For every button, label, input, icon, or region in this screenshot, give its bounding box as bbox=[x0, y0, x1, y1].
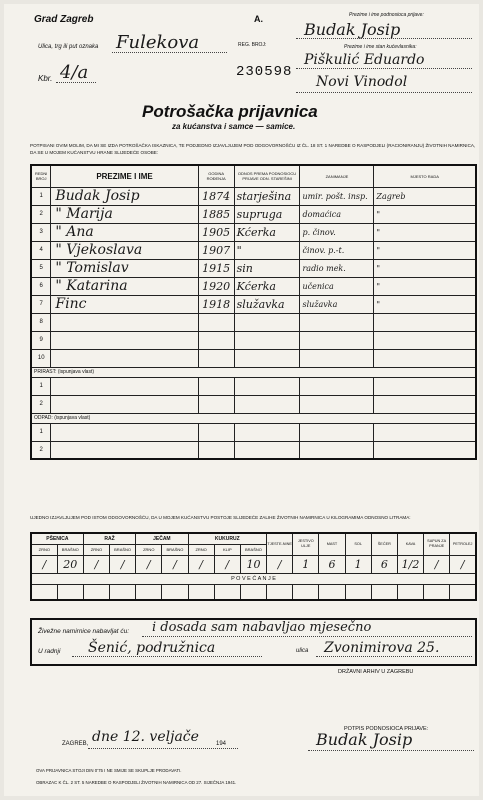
member-occupation: umir. pošt. insp. bbox=[300, 187, 374, 205]
header-occupation: ZANIMANJE bbox=[300, 165, 374, 187]
povecanje-cell bbox=[188, 584, 214, 600]
povecanje-cell bbox=[267, 584, 293, 600]
supply-value: 1/2 bbox=[397, 555, 423, 573]
member-name: Budak Josip bbox=[51, 187, 198, 205]
povecanje-cell bbox=[371, 584, 397, 600]
city-label: Grad Zagreb bbox=[34, 14, 94, 25]
signature-label: POTPIS PODNOSIOCA PRIJAVE: bbox=[344, 726, 429, 732]
member-workplace: " bbox=[374, 241, 476, 259]
member-workplace: " bbox=[374, 277, 476, 295]
supply-value: 1 bbox=[293, 555, 319, 573]
supply-value: / bbox=[136, 555, 162, 573]
header-relation: ODNOS PREMA PODNOSIOCU PRIJAVE ODN. STAREŠINI bbox=[234, 165, 300, 187]
form-letter: A. bbox=[254, 14, 263, 24]
member-relation: Kćerka bbox=[234, 277, 300, 295]
supply-group-0: PŠENICA bbox=[31, 533, 83, 544]
member-name: Finc bbox=[51, 295, 198, 313]
place-label: ZAGREB, bbox=[62, 741, 89, 747]
povecanje-cell bbox=[293, 584, 319, 600]
povecanje-cell bbox=[31, 584, 57, 600]
year-suffix: 194 bbox=[216, 741, 227, 747]
supply-value: / bbox=[162, 555, 188, 573]
member-name: " Tomislav bbox=[51, 259, 198, 277]
odpad-cell bbox=[51, 423, 198, 441]
member-no: 2 bbox=[31, 205, 51, 223]
member-relation: sin bbox=[234, 259, 300, 277]
supply-sub-header: KLIP bbox=[214, 544, 240, 555]
odpad-cell bbox=[300, 423, 374, 441]
member-occupation: radio mek. bbox=[300, 259, 374, 277]
supplies-table bbox=[30, 532, 477, 601]
prirast-row-number: 1 bbox=[31, 377, 51, 395]
member-relation: služavka bbox=[234, 295, 300, 313]
odpad-cell bbox=[234, 423, 300, 441]
supply-other-header: TJESTE-NINE bbox=[267, 533, 293, 555]
member-year bbox=[198, 331, 234, 349]
member-relation: " bbox=[234, 241, 300, 259]
member-name bbox=[51, 313, 198, 331]
odpad-cell bbox=[374, 423, 476, 441]
member-year bbox=[198, 349, 234, 367]
form-title: Potrošačka prijavnica bbox=[142, 102, 318, 121]
member-year: 1920 bbox=[198, 277, 234, 295]
supply-value: 10 bbox=[240, 555, 266, 573]
prirast-cell bbox=[51, 395, 198, 413]
povecanje-cell bbox=[110, 584, 136, 600]
supply-value: / bbox=[188, 555, 214, 573]
radnja-label: U radnji bbox=[38, 648, 61, 655]
povecanje-cell bbox=[214, 584, 240, 600]
povecanje-cell bbox=[57, 584, 83, 600]
member-no: 8 bbox=[31, 313, 51, 331]
member-workplace: " bbox=[374, 259, 476, 277]
prirast-cell bbox=[234, 395, 300, 413]
member-row bbox=[31, 277, 476, 295]
odpad-row bbox=[31, 441, 476, 459]
member-year: 1885 bbox=[198, 205, 234, 223]
prirast-cell bbox=[234, 377, 300, 395]
supply-sub-header: BRAŠNO bbox=[110, 544, 136, 555]
shop-name: Šenić, podružnica bbox=[88, 640, 216, 656]
date-handwritten: dne 12. veljače bbox=[92, 729, 199, 745]
prirast-cell bbox=[198, 395, 234, 413]
member-no: 3 bbox=[31, 223, 51, 241]
povecanje-cell bbox=[450, 584, 476, 600]
purchase-text: i dosada sam nabavljao mjesečno bbox=[152, 620, 372, 635]
supply-value: / bbox=[214, 555, 240, 573]
povecanje-cell bbox=[424, 584, 450, 600]
member-row bbox=[31, 295, 476, 313]
supply-group-3: KUKURUZ bbox=[188, 533, 267, 544]
prirast-cell bbox=[374, 377, 476, 395]
member-row bbox=[31, 187, 476, 205]
prirast-cell bbox=[51, 377, 198, 395]
member-year: 1905 bbox=[198, 223, 234, 241]
street-name: Fulekova bbox=[116, 32, 200, 53]
member-no: 6 bbox=[31, 277, 51, 295]
odpad-cell bbox=[198, 423, 234, 441]
supply-value: 6 bbox=[371, 555, 397, 573]
odpad-cell bbox=[51, 441, 198, 459]
prirast-row bbox=[31, 377, 476, 395]
member-workplace: " bbox=[374, 205, 476, 223]
form-subtitle: za kućanstva i samce — samice. bbox=[172, 122, 296, 131]
povecanje-cell bbox=[345, 584, 371, 600]
supply-other-header: KAVA bbox=[397, 533, 423, 555]
prirast-cell bbox=[374, 395, 476, 413]
member-workplace bbox=[374, 313, 476, 331]
member-occupation bbox=[300, 313, 374, 331]
archive-stamp: DRŽAVNI ARHIV U ZAGREBU bbox=[338, 669, 414, 675]
supply-sub-header: BRAŠNO bbox=[57, 544, 83, 555]
supply-value: 20 bbox=[57, 555, 83, 573]
member-row bbox=[31, 313, 476, 331]
member-workplace: " bbox=[374, 223, 476, 241]
applicant-label: Prezime i ime podnosioca prijave: bbox=[349, 12, 424, 18]
supply-other-header: ŠEĆER bbox=[371, 533, 397, 555]
owner-label: Prezime i ime stan kućevlasnika: bbox=[344, 44, 417, 50]
member-relation bbox=[234, 349, 300, 367]
prirast-row-number: 2 bbox=[31, 395, 51, 413]
supplies-intro: UJEDNO IZJAVLJUJEM POD ISTOM ODGOVORNOŠĆU, DA U MOJEM KUĆANSTVU POSTOJE SLIJEDEĆE ZALIHE ŽIVOTNIH NAMIRNICA U KILOGRAMIMA ODNOSNO LITRAMA: bbox=[30, 515, 411, 520]
house-number: 4/a bbox=[60, 62, 89, 83]
member-occupation: domaćica bbox=[300, 205, 374, 223]
intro-text: POTPISANI OVIM MOLIM, DA MI SE IZDA POTROŠAČKA ISKAZNICA, TE PODJEDNO IZJAVLJUJEM POD ODGOVORNOŠĆU IZ ČL. 18 ST. 1 NAREDBE O RASPODJELI (RACIONIRANJU) ŽIVOTNIH NAMIRNICA, DA SE U MOJEM KUĆANSTVU HRANE SLIJEDEĆE OSOBE: bbox=[30, 143, 476, 155]
owner-city: Novi Vinodol bbox=[316, 74, 408, 90]
owner-name: Piškulić Eduardo bbox=[304, 52, 425, 68]
prirast-label: PRIRAST: (ispunjava vlast) bbox=[31, 367, 476, 377]
odpad-cell bbox=[234, 441, 300, 459]
supply-value: / bbox=[110, 555, 136, 573]
member-no: 5 bbox=[31, 259, 51, 277]
prirast-cell bbox=[300, 395, 374, 413]
prirast-row bbox=[31, 395, 476, 413]
member-occupation bbox=[300, 349, 374, 367]
member-workplace bbox=[374, 331, 476, 349]
member-year bbox=[198, 313, 234, 331]
prirast-cell bbox=[300, 377, 374, 395]
odpad-cell bbox=[300, 441, 374, 459]
ulica-label: Ulica, trg ili put oznaka bbox=[38, 44, 99, 50]
supply-group-2: JEČAM bbox=[136, 533, 188, 544]
supply-sub-header: ZRNO bbox=[136, 544, 162, 555]
member-workplace: Zagreb bbox=[374, 187, 476, 205]
member-name bbox=[51, 349, 198, 367]
supply-value: / bbox=[31, 555, 57, 573]
member-row bbox=[31, 259, 476, 277]
povecanje-cell bbox=[162, 584, 188, 600]
supply-value: / bbox=[424, 555, 450, 573]
member-name: " Katarina bbox=[51, 277, 198, 295]
member-no: 10 bbox=[31, 349, 51, 367]
povecanje-cell bbox=[136, 584, 162, 600]
member-no: 9 bbox=[31, 331, 51, 349]
member-workplace: " bbox=[374, 295, 476, 313]
member-occupation: učenica bbox=[300, 277, 374, 295]
odpad-cell bbox=[374, 441, 476, 459]
member-year: 1874 bbox=[198, 187, 234, 205]
supply-sub-header: ZRNO bbox=[188, 544, 214, 555]
header-name: PREZIME I IME bbox=[51, 165, 198, 187]
supply-value: / bbox=[83, 555, 109, 573]
member-row bbox=[31, 331, 476, 349]
supply-value: / bbox=[267, 555, 293, 573]
prirast-cell bbox=[198, 377, 234, 395]
member-year: 1918 bbox=[198, 295, 234, 313]
odpad-row bbox=[31, 423, 476, 441]
member-relation bbox=[234, 313, 300, 331]
applicant-name: Budak Josip bbox=[304, 20, 401, 39]
member-relation: starješina bbox=[234, 187, 300, 205]
reg-number: 230598 bbox=[236, 64, 293, 80]
supply-other-header: SOL bbox=[345, 533, 371, 555]
supply-other-header: SAPUN ZA PRANJE bbox=[424, 533, 450, 555]
member-relation: supruga bbox=[234, 205, 300, 223]
member-name: " Ana bbox=[51, 223, 198, 241]
reg-label: REG. BROJ: bbox=[238, 42, 267, 48]
member-name: " Vjekoslava bbox=[51, 241, 198, 259]
member-occupation: p. činov. bbox=[300, 223, 374, 241]
member-year: 1907 bbox=[198, 241, 234, 259]
povecanje-cell bbox=[83, 584, 109, 600]
supply-value: 6 bbox=[319, 555, 345, 573]
supply-sub-header: ZRNO bbox=[31, 544, 57, 555]
footer-note-2: OBRAZAC K ČL. 2 ST. 5 NAREDBE O RASPODJELI ŽIVOTNIH NAMIRNICA OD 27. SIJEČNJA 1941. bbox=[36, 780, 237, 785]
shop-street: Zvonimirova 25. bbox=[324, 640, 440, 656]
member-occupation: činov. p.-t. bbox=[300, 241, 374, 259]
purchase-label: Živežne namirnice nabavljat ću: bbox=[38, 628, 130, 635]
odpad-row-number: 1 bbox=[31, 423, 51, 441]
header-year: GODINA ROĐENJA bbox=[198, 165, 234, 187]
member-name bbox=[51, 331, 198, 349]
member-occupation bbox=[300, 331, 374, 349]
member-relation: Kćerka bbox=[234, 223, 300, 241]
supply-group-1: RAŽ bbox=[83, 533, 135, 544]
member-no: 1 bbox=[31, 187, 51, 205]
odpad-row-number: 2 bbox=[31, 441, 51, 459]
shop-ulica-label: ulica bbox=[296, 648, 309, 654]
purchase-box bbox=[30, 618, 477, 666]
member-row bbox=[31, 223, 476, 241]
member-workplace bbox=[374, 349, 476, 367]
odpad-cell bbox=[198, 441, 234, 459]
member-no: 7 bbox=[31, 295, 51, 313]
supply-other-header: PETROLEJ bbox=[450, 533, 476, 555]
supply-sub-header: ZRNO bbox=[83, 544, 109, 555]
member-row bbox=[31, 241, 476, 259]
supply-other-header: JESTIVO ULJE bbox=[293, 533, 319, 555]
members-table bbox=[30, 164, 477, 460]
odpad-label: ODPAD: (ispunjava vlast) bbox=[31, 413, 476, 423]
povecanje-cell bbox=[240, 584, 266, 600]
povecanje-cell bbox=[319, 584, 345, 600]
registration-form bbox=[4, 4, 479, 796]
member-year: 1915 bbox=[198, 259, 234, 277]
supply-sub-header: BRAŠNO bbox=[240, 544, 266, 555]
header-redni-broj: REDNI BROJ bbox=[31, 165, 51, 187]
povecanje-label: P O V E Ć A N J E bbox=[31, 573, 476, 584]
member-row bbox=[31, 205, 476, 223]
kbr-label: Kbr. bbox=[38, 74, 53, 83]
signature: Budak Josip bbox=[316, 730, 413, 749]
supply-sub-header: BRAŠNO bbox=[162, 544, 188, 555]
footer-note-1: OVA PRIJAVNICA STOJI DIN 0'75 I NE SMIJE SE SKUPLJE PRODAVATI. bbox=[36, 768, 182, 773]
povecanje-cell bbox=[397, 584, 423, 600]
member-relation bbox=[234, 331, 300, 349]
supply-value: 1 bbox=[345, 555, 371, 573]
member-occupation: služavka bbox=[300, 295, 374, 313]
supply-other-header: MAST bbox=[319, 533, 345, 555]
member-no: 4 bbox=[31, 241, 51, 259]
supply-value: / bbox=[450, 555, 476, 573]
member-name: " Marija bbox=[51, 205, 198, 223]
member-row bbox=[31, 349, 476, 367]
header-workplace: MJESTO RADA bbox=[374, 165, 476, 187]
